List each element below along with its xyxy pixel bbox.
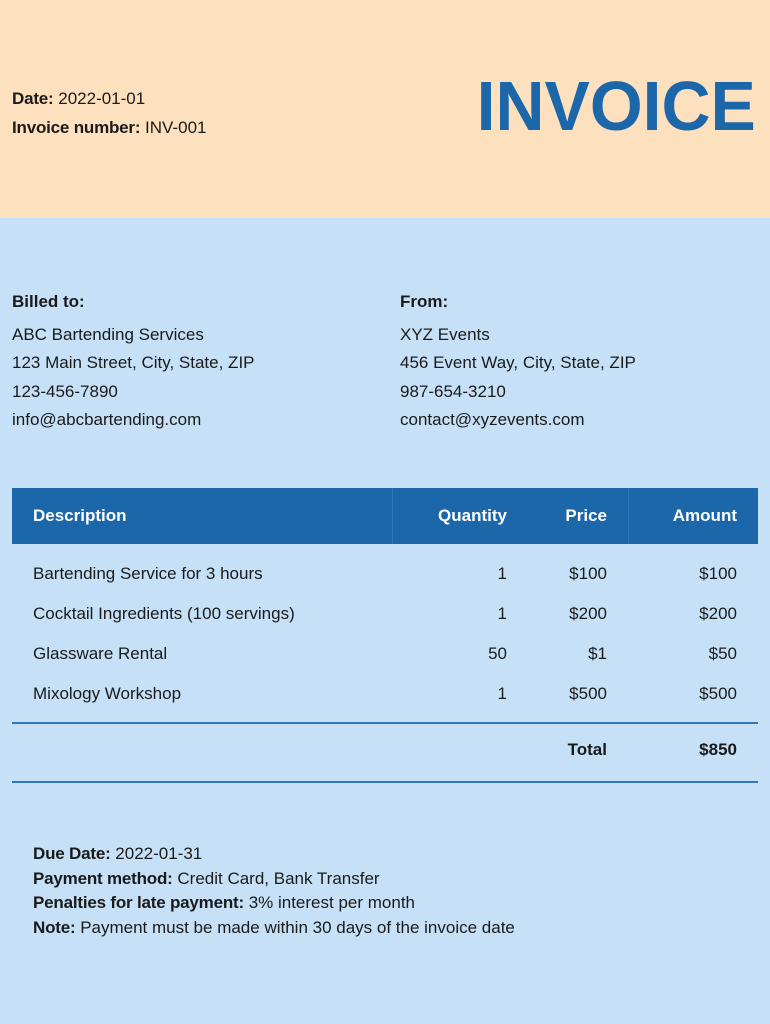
payment-method-line: [33, 867, 515, 892]
item-quantity: 50: [488, 644, 507, 663]
total-value: $850: [699, 740, 737, 759]
item-amount: $500: [699, 684, 737, 703]
billed-to-heading: Billed to:: [12, 292, 85, 311]
from-address: 456 Event Way, City, State, ZIP: [400, 353, 636, 372]
invoice-meta: [12, 84, 206, 142]
from-heading: From:: [400, 292, 449, 311]
from-email: contact@xyzevents.com: [400, 410, 585, 429]
item-description: Cocktail Ingredients (100 servings): [33, 604, 295, 623]
invoice-number-label: Invoice number:: [12, 118, 141, 137]
table-row: [12, 594, 758, 634]
penalties-label: Penalties for late payment:: [33, 893, 244, 912]
item-price: $100: [569, 564, 607, 583]
column-header-description: Description: [33, 506, 127, 525]
item-price: $500: [569, 684, 607, 703]
item-amount: $200: [699, 604, 737, 623]
column-header-amount: Amount: [672, 506, 737, 525]
invoice-title: INVOICE: [476, 67, 756, 145]
table-header: [12, 488, 758, 544]
line-items: [12, 554, 758, 714]
note-line: [33, 916, 515, 941]
item-price: $200: [569, 604, 607, 623]
column-divider: [628, 488, 629, 544]
from-company: XYZ Events: [400, 324, 490, 344]
due-date-line: [33, 842, 515, 867]
from-phone: 987-654-3210: [400, 381, 506, 401]
billed-to-phone: 123-456-7890: [12, 381, 118, 401]
note-value: Payment must be made within 30 days of the invoice date: [80, 917, 515, 937]
penalties-value: 3% interest per month: [248, 893, 415, 912]
item-description: Glassware Rental: [33, 644, 168, 663]
item-quantity: 1: [497, 684, 507, 703]
billed-to-email: info@abcbartending.com: [12, 410, 202, 429]
invoice-number-value: INV-001: [145, 118, 207, 137]
total-divider-top: [12, 722, 758, 724]
date-value: 2022-01-01: [58, 89, 146, 108]
invoice-number-line: [12, 113, 206, 142]
column-header-price: Price: [565, 506, 607, 525]
due-date-label: Due Date:: [33, 844, 111, 863]
item-amount: $50: [708, 644, 737, 663]
note-label: Note:: [33, 917, 76, 937]
penalties-line: [33, 891, 515, 916]
column-header-quantity: Quantity: [438, 506, 507, 525]
item-price: $1: [588, 644, 607, 663]
table-row: [12, 554, 758, 594]
table-row: [12, 634, 758, 674]
date-label: Date:: [12, 89, 54, 108]
total-label: Total: [567, 740, 607, 759]
date-line: [12, 84, 206, 113]
payment-terms: [33, 842, 515, 940]
column-divider: [392, 488, 393, 544]
table-row: [12, 674, 758, 714]
item-quantity: 1: [497, 604, 507, 623]
item-quantity: 1: [497, 564, 507, 583]
billed-to-block: [12, 288, 255, 435]
due-date-value: 2022-01-31: [115, 844, 203, 863]
billed-to-address: 123 Main Street, City, State, ZIP: [12, 353, 255, 372]
total-divider-bottom: [12, 781, 758, 783]
from-block: [400, 288, 636, 435]
billed-to-company: ABC Bartending Services: [12, 324, 204, 344]
payment-method-label: Payment method:: [33, 868, 173, 888]
item-description: Bartending Service for 3 hours: [33, 564, 263, 583]
item-description: Mixology Workshop: [33, 684, 182, 703]
payment-method-value: Credit Card, Bank Transfer: [177, 868, 380, 888]
item-amount: $100: [699, 564, 737, 583]
